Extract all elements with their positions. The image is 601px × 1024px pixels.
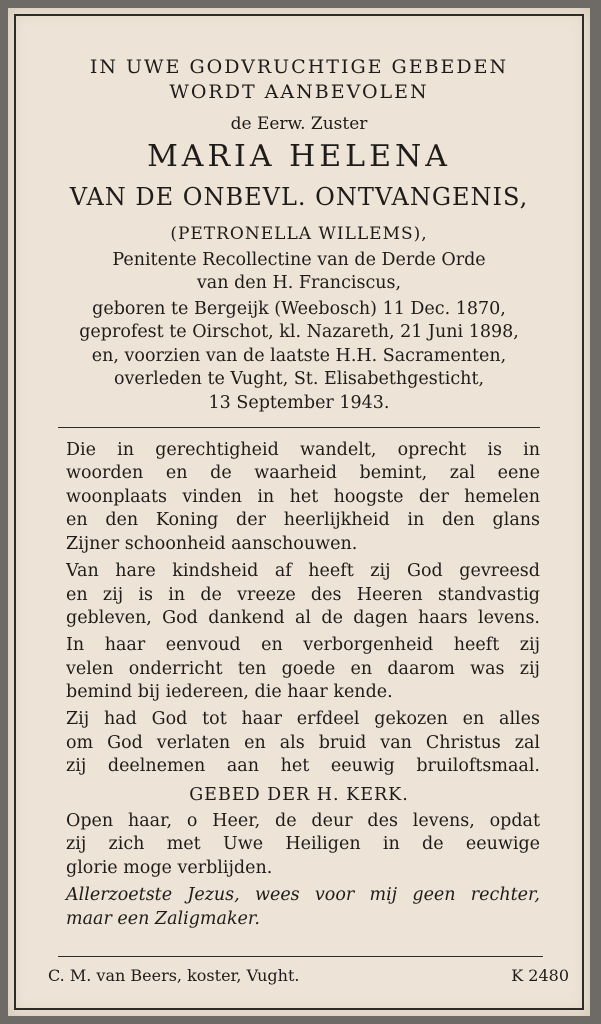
card-content (18, 8, 580, 1016)
header-line-2: WORDT AANBEVOLEN (169, 81, 429, 103)
religious-name: VAN DE ONBEVL. ONTVANGENIS, (69, 183, 529, 211)
header-line-1: IN UWE GODVRUCHTIGE GEBEDEN (89, 56, 509, 78)
info-line: en, voorzien van de laatste H.H. Sacramenten, (91, 346, 507, 366)
paragraph-line: zij deelnemen aan het eeuwig bruiloftsmaal. (66, 756, 540, 776)
footer-rule (58, 956, 543, 957)
info-line: van den H. Franciscus, (196, 273, 402, 293)
paragraph-line: Zij had God tot haar erfdeel gekozen en alles (66, 709, 540, 729)
info-line: overleden te Vught, St. Elisabethgesticht, (113, 369, 485, 389)
paragraph-line: In haar eenvoud en verborgenheid heeft zij (66, 635, 540, 655)
prayer-title: GEBED DER H. KERK. (189, 785, 409, 805)
paragraph-line: en den Koning der heerlijkheid in den glans (66, 510, 540, 530)
paragraph-line: om God verlaten en als bruid van Christus zal (66, 733, 540, 753)
person-name: MARIA HELENA (147, 139, 451, 174)
title-line: de Eerw. Zuster (230, 114, 368, 134)
paragraph-line: gebleven, God dankend al de dagen haars levens. (66, 608, 540, 628)
paragraph-line: bemind bij iedereen, die haar kende. (66, 682, 393, 702)
info-line: geboren te Bergeijk (Weebosch) 11 Dec. 1870, (92, 299, 506, 319)
memorial-card (8, 8, 590, 1016)
divider-top (58, 427, 540, 428)
info-line: geprofest te Oirschot, kl. Nazareth, 21 Juni 1898, (79, 322, 519, 342)
invocation-line: Allerzoetste Jezus, wees voor mij geen rechter, (66, 885, 540, 905)
paragraph-line: Zijner schoonheid aanschouwen. (66, 534, 358, 554)
info-line: Penitente Recollectine van de Derde Orde (112, 250, 486, 270)
invocation-line: maar een Zaligmaker. (66, 909, 260, 929)
paragraph-line: woonplaats vinden in het hoogste der hemelen (66, 487, 540, 507)
info-line: 13 September 1943. (208, 393, 390, 413)
birth-name: (PETRONELLA WILLEMS), (170, 224, 428, 244)
prayer-line: zij zich met Uwe Heiligen in de eeuwige (66, 834, 540, 854)
print-code: K 2480 (511, 966, 569, 985)
paragraph-line: velen onderricht ten goede en daarom was zij (66, 659, 540, 679)
paragraph-line: Die in gerechtigheid wandelt, oprecht is in (66, 440, 540, 460)
printer-credit: C. M. van Beers, koster, Vught. (48, 966, 300, 985)
prayer-line: glorie moge verblijden. (66, 858, 273, 878)
paragraph-line: woorden en de waarheid bemint, zal eene (66, 463, 540, 483)
prayer-line: Open haar, o Heer, de deur des levens, opdat (66, 811, 540, 831)
paragraph-line: en zij is in de vreeze des Heeren standvastig (66, 585, 540, 605)
paragraph-line: Van hare kindsheid af heeft zij God gevreesd (66, 561, 540, 581)
